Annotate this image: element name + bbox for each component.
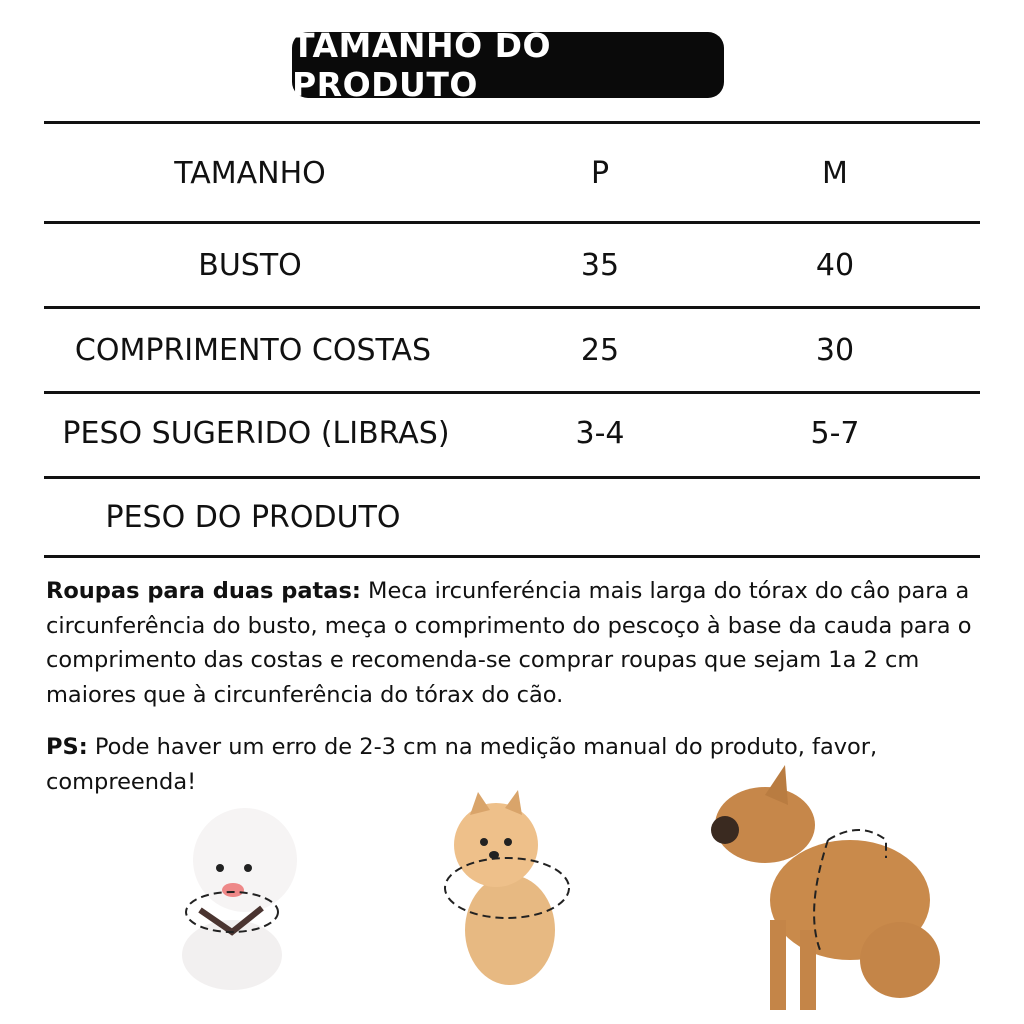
table-divider (44, 391, 980, 394)
white-pomeranian-image (182, 808, 297, 990)
table-divider (44, 306, 980, 309)
row-label: PESO DO PRODUTO (105, 500, 401, 535)
page-title: TAMANHO DO PRODUTO (292, 32, 724, 98)
row-label: PESO SUGERIDO (LIBRAS) (62, 416, 450, 451)
row-label: COMPRIMENTO COSTAS (74, 333, 432, 368)
value-m: 30 (815, 333, 855, 368)
table-divider (44, 476, 980, 479)
value-p: 25 (580, 333, 620, 368)
dog-illustrations (0, 760, 1024, 1024)
ps-text: Pode haver um erro de 2-3 cm na medição manual do produto, favor, compreenda! (46, 734, 878, 795)
orange-pomeranian-image (445, 790, 569, 985)
french-bulldog-image (711, 765, 940, 1010)
note-text: Meca ircunferéncia mais larga do tórax do câo para a circunferência do busto, meça o comprimento do pescoço à base da cauda para o comprimento das costas e recomenda-se comprar roupas que sejam 1a 2 cm maiores que à circunferência do tórax do cão. (46, 578, 972, 708)
header-cell: M (822, 156, 848, 191)
header-cell: P (590, 156, 610, 191)
header-cell: TAMANHO (174, 156, 326, 191)
table-divider (44, 121, 980, 124)
row-label: BUSTO (198, 248, 302, 283)
table-divider (44, 221, 980, 224)
value-p: 35 (580, 248, 620, 283)
table-divider (44, 555, 980, 558)
measurement-note (46, 574, 996, 712)
value-p: 3-4 (575, 416, 625, 451)
ps-label: PS: (46, 734, 88, 760)
note-label: Roupas para duas patas: (46, 578, 361, 604)
value-m: 5-7 (810, 416, 860, 451)
value-m: 40 (815, 248, 855, 283)
